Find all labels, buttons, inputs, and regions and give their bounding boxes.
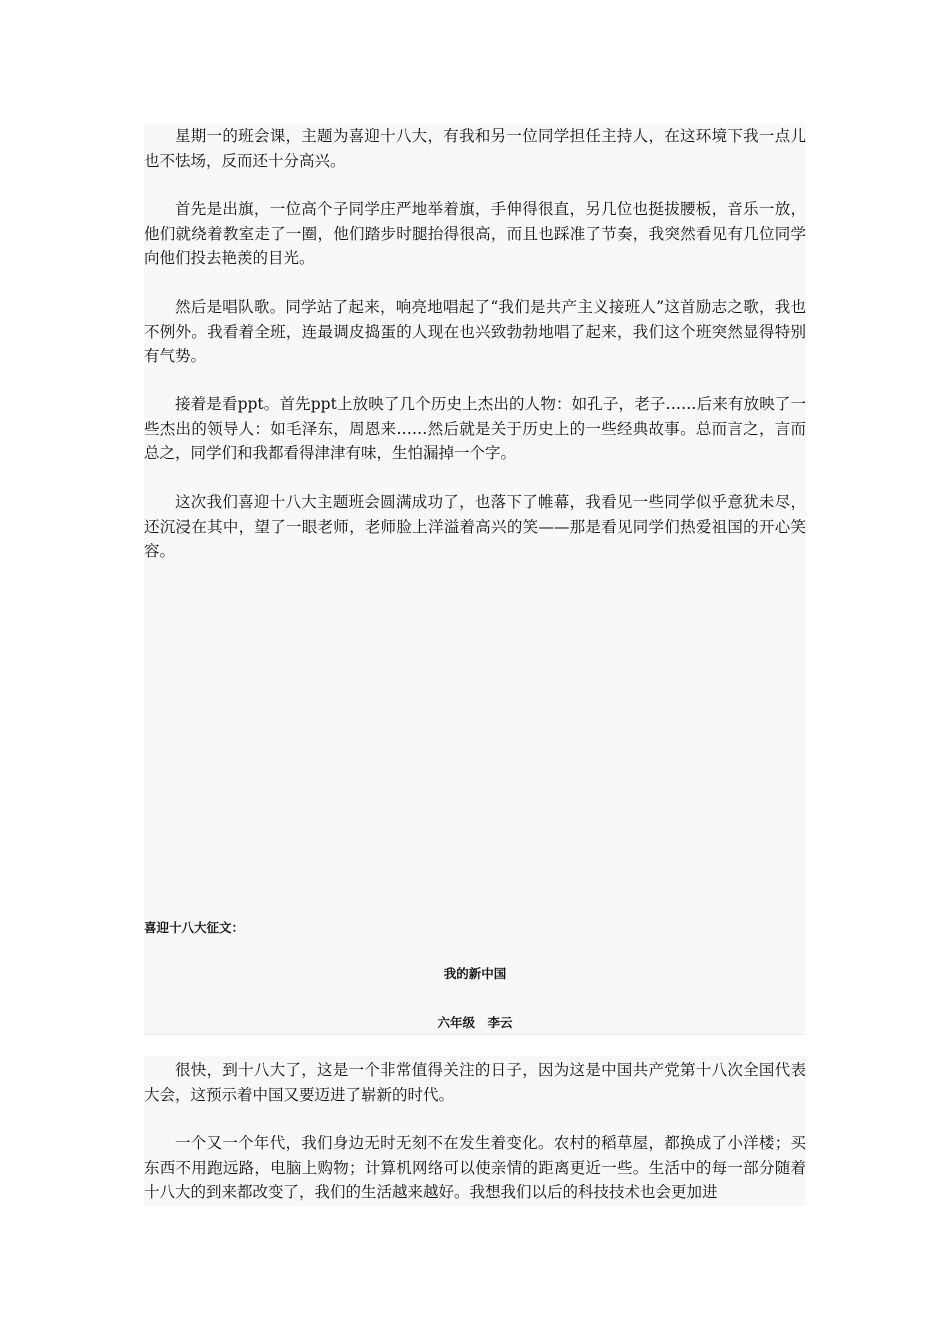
paragraph-1: 星期一的班会课，主题为喜迎十八大，有我和另一位同学担任主持人，在这环境下我一点儿也不怯场，反而还十分高兴。 xyxy=(144,127,806,170)
paragraph-7: 一个又一个年代，我们身边无时无刻不在发生着变化。农村的稻草屋，都换成了小洋楼；买东西不用跑远路，电脑上购物；计算机网络可以使亲情的距离更近一些。生活中的每一部分随着十八大的到来都改变了，我们的生活越来越好。我想我们以后的科技技术也会更加进 xyxy=(144,1134,806,1201)
essay-author: 六年级 李云 xyxy=(437,1015,513,1030)
paragraph-3: 然后是唱队歌。同学站了起来，响亮地唱起了“我们是共产主义接班人”这首励志之歌，我也不例外。我看着全班，连最调皮捣蛋的人现在也兴致勃勃地唱了起来，我们这个班突然显得特别有气势。 xyxy=(144,298,806,365)
paragraph-4: 接着是看ppt。首先ppt上放映了几个历史上杰出的人物：如孔子，老子……后来有放映了一些杰出的领导人：如毛泽东，周恩来……然后就是关于历史上的一些经典故事。总而言之，言而总之，同学们和我都看得津津有味，生怕漏掉一个字。 xyxy=(144,395,806,462)
essay-title: 我的新中国 xyxy=(443,966,507,981)
paragraph-2: 首先是出旗，一位高个子同学庄严地举着旗，手伸得很直，另几位也挺拔腰板，音乐一放，他们就绕着教室走了一圈，他们踏步时腿抬得很高，而且也踩准了节奏，我突然看见有几位同学向他们投去艳羡的目光。 xyxy=(144,200,806,267)
paragraph-6: 很快，到十八大了，这是一个非常值得关注的日子，因为这是中国共产党第十八次全国代表大会，这预示着中国又要迈进了崭新的时代。 xyxy=(144,1061,806,1104)
paragraph-5: 这次我们喜迎十八大主题班会圆满成功了，也落下了帷幕，我看见一些同学似乎意犹未尽，还沉浸在其中，望了一眼老师，老师脸上洋溢着高兴的笑——那是看见同学们热爱祖国的开心笑容。 xyxy=(144,493,806,560)
essay-heading: 喜迎十八大征文： xyxy=(144,920,245,935)
